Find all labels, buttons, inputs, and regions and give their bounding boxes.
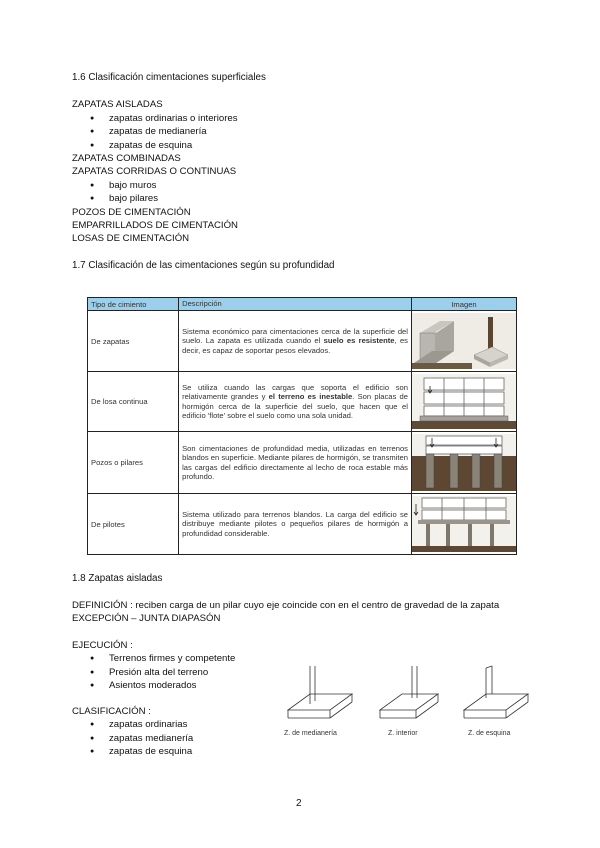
table-cell-image <box>411 494 516 555</box>
table-row <box>88 432 517 494</box>
table-cell-description: Se utiliza cuando las cargas que soporta el edificio son relativamente grandes y el terreno es inestable. Son placas de hormigón cerca de la superficie del suelo, que hacen que el edificio 'flote' sobre el suelo como una sola unidad. <box>179 372 412 432</box>
table-cell-image <box>411 372 516 432</box>
table-cell-image <box>411 311 516 372</box>
table-header-row <box>88 298 517 311</box>
list-item: ● Asientos moderados <box>90 680 196 691</box>
list-item: ● Presión alta del terreno <box>90 667 208 678</box>
slab-foundation-image <box>412 374 516 429</box>
classification-label: CLASIFICACIÓN : <box>72 706 151 717</box>
table-cell-type: Pozos o pilares <box>88 432 179 494</box>
exception-text: EXCEPCIÓN – JUNTA DIAPASÓN <box>72 613 221 624</box>
list-item: ● zapatas ordinarias o interiores <box>90 113 238 124</box>
table-cell-description: Sistema utilizado para terrenos blandos. La carga del edificio se distribuye mediante pilotes o pequeños pilares de hormigón a profundidad considerable. <box>179 494 412 555</box>
list-item: ● Terrenos firmes y competente <box>90 653 235 664</box>
medianera-footing-figure <box>280 664 370 726</box>
table-cell-image <box>411 432 516 494</box>
corner-footing-figure <box>456 664 546 726</box>
spread-footing-image <box>412 313 516 369</box>
figure-caption: Z. interior <box>388 730 418 737</box>
section-1-6-heading: 1.6 Clasificación cimentaciones superficiales <box>72 72 266 83</box>
list-item: ZAPATAS AISLADAS <box>72 99 163 110</box>
list-item: ZAPATAS COMBINADAS <box>72 153 181 164</box>
list-item: ● zapatas ordinarias <box>90 719 187 730</box>
list-item: ● zapatas de medianería <box>90 126 207 137</box>
definition-text: DEFINICIÓN : reciben carga de un pilar cuyo eje coincide con en el centro de gravedad de la zapata <box>72 600 500 611</box>
table-cell-type: De losa continua <box>88 372 179 432</box>
table-cell-type: De pilotes <box>88 494 179 555</box>
table-header: Tipo de cimiento <box>88 298 179 311</box>
table-cell-description: Son cimentaciones de profundidad media, utilizadas en terrenos blandos en superficie. Mediante pilares de hormigón, se transmiten las cargas del edificio directamente al lecho de roca estable más profundo. <box>179 432 412 494</box>
list-item: ● bajo pilares <box>90 193 158 204</box>
figure-caption: Z. de medianería <box>284 730 337 737</box>
piles-foundation-image <box>412 496 516 552</box>
list-item: ● bajo muros <box>90 180 156 191</box>
foundation-depth-table <box>87 297 517 555</box>
list-item: ● zapatas de esquina <box>90 140 192 151</box>
piers-foundation-image <box>412 434 516 491</box>
table-row <box>88 311 517 372</box>
figure-caption: Z. de esquina <box>468 730 511 737</box>
section-1-7-heading: 1.7 Clasificación de las cimentaciones según su profundidad <box>72 260 335 271</box>
table-header: Imagen <box>411 298 516 311</box>
list-item: ZAPATAS CORRIDAS O CONTINUAS <box>72 166 237 177</box>
list-item: POZOS DE CIMENTACIÓN <box>72 207 191 218</box>
execution-label: EJECUCIÓN : <box>72 640 133 651</box>
interior-footing-figure <box>372 664 462 726</box>
list-item: EMPARRILLADOS DE CIMENTACIÓN <box>72 220 238 231</box>
table-row <box>88 372 517 432</box>
table-header: Descripción <box>179 298 412 311</box>
list-item: ● zapatas de esquina <box>90 746 192 757</box>
section-1-8-heading: 1.8 Zapatas aisladas <box>72 573 163 584</box>
list-item: LOSAS DE CIMENTACIÓN <box>72 233 190 244</box>
table-cell-description: Sistema económico para cimentaciones cerca de la superficie del suelo. La zapata es utilizada cuando el suelo es resistente, es decir, es capaz de soportar pesos elevados. <box>179 311 412 372</box>
table-cell-type: De zapatas <box>88 311 179 372</box>
page-number: 2 <box>296 798 302 809</box>
table-row <box>88 494 517 555</box>
list-item: ● zapatas medianería <box>90 733 193 744</box>
